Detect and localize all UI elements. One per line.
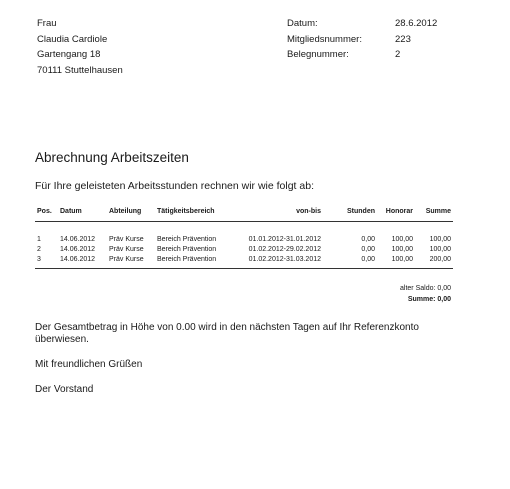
billing-table — [35, 205, 453, 269]
cell-honorar: 100,00 — [391, 246, 413, 253]
totals-block — [400, 284, 451, 305]
closing-greeting: Mit freundlichen Grüßen — [35, 359, 143, 370]
meta-row-member — [287, 32, 437, 48]
signature-line: Der Vorstand — [35, 384, 94, 395]
cell-taetigkeit: Bereich Prävention — [157, 256, 217, 263]
table-row — [35, 256, 453, 266]
cell-stunden: 0,00 — [361, 246, 375, 253]
cell-abteilung: Präv Kurse — [109, 236, 144, 243]
table-body — [35, 222, 453, 269]
cell-datum: 14.06.2012 — [60, 236, 96, 243]
cell-pos: 3 — [37, 256, 41, 263]
header-abteilung: Abteilung — [109, 208, 142, 215]
header-datum: Datum — [60, 208, 82, 215]
meta-row-receipt — [287, 47, 437, 63]
cell-pos: 1 — [37, 236, 41, 243]
recipient-city: 70111 Stuttelhausen — [37, 64, 123, 76]
payment-note: Der Gesamtbetrag in Höhe von 0.00 wird in den nächsten Tagen auf Ihr Referenzkonto überwiesen. — [35, 322, 419, 345]
cell-datum: 14.06.2012 — [60, 246, 96, 253]
cell-pos: 2 — [37, 246, 41, 253]
header-vonbis: von-bis — [296, 208, 321, 215]
cell-abteilung: Präv Kurse — [109, 256, 144, 263]
recipient-address — [37, 16, 123, 78]
cell-datum: 14.06.2012 — [60, 256, 96, 263]
table-row — [35, 236, 453, 246]
cell-summe: 100,00 — [429, 236, 451, 243]
cell-vonbis: 01.01.2012-31.01.2012 — [248, 236, 321, 243]
recipient-name: Claudia Cardiole — [37, 33, 108, 45]
cell-summe: 200,00 — [429, 256, 451, 263]
cell-abteilung: Präv Kurse — [109, 246, 144, 253]
recipient-salutation: Frau — [37, 18, 57, 29]
header-stunden: Stunden — [347, 208, 375, 215]
intro-text: Für Ihre geleisteten Arbeitsstunden rechnen wir wie folgt ab: — [35, 180, 314, 192]
old-balance: alter Saldo: 0,00 — [400, 285, 451, 292]
header-honorar: Honorar — [385, 208, 413, 215]
document-meta — [287, 16, 437, 63]
cell-honorar: 100,00 — [391, 256, 413, 263]
meta-label: Belegnummer: — [287, 49, 349, 60]
cell-taetigkeit: Bereich Prävention — [157, 246, 217, 253]
cell-honorar: 100,00 — [391, 236, 413, 243]
total-sum: Summe: 0,00 — [407, 295, 451, 303]
meta-label: Mitgliedsnummer: — [287, 33, 362, 45]
cell-vonbis: 01.02.2012-31.03.2012 — [248, 256, 321, 263]
meta-value: 28.6.2012 — [395, 18, 438, 29]
cell-stunden: 0,00 — [361, 236, 375, 243]
header-pos: Pos. — [37, 208, 52, 215]
table-row — [35, 246, 453, 256]
meta-value: 2 — [395, 49, 401, 60]
header-summe: Summe — [425, 208, 451, 215]
meta-label: Datum: — [287, 18, 318, 29]
cell-stunden: 0,00 — [361, 256, 375, 263]
table-header — [35, 205, 453, 222]
cell-vonbis: 01.02.2012-29.02.2012 — [248, 246, 321, 253]
meta-row-date — [287, 16, 437, 32]
document-title: Abrechnung Arbeitszeiten — [35, 150, 189, 165]
cell-summe: 100,00 — [429, 246, 451, 253]
recipient-street: Gartengang 18 — [37, 49, 101, 60]
cell-taetigkeit: Bereich Prävention — [157, 236, 217, 243]
meta-value: 223 — [395, 33, 411, 45]
header-taetigkeit: Tätigkeitsbereich — [157, 208, 215, 215]
